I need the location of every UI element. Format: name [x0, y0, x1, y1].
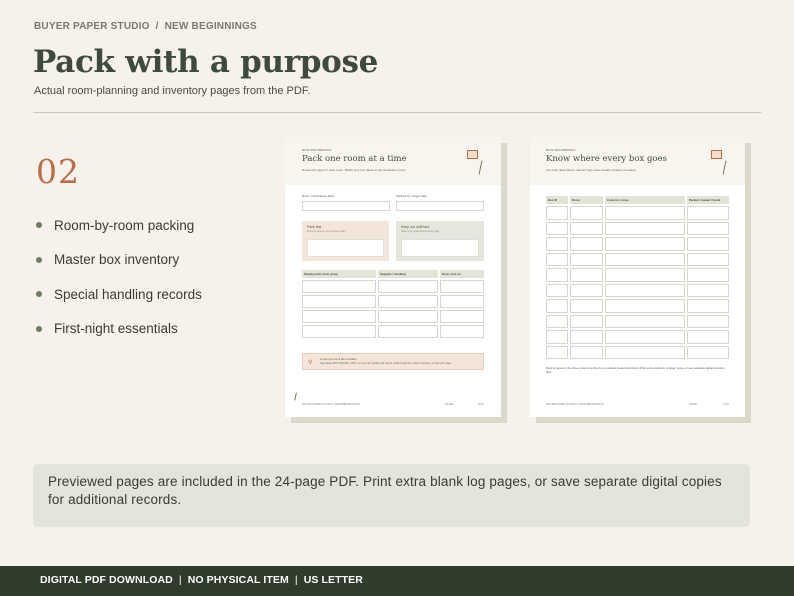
bullet-icon [36, 291, 42, 297]
table-header: Packed / loaded / found [687, 196, 729, 204]
page-subtitle: Actual room-planning and inventory pages from the PDF. [34, 85, 311, 97]
keep-out-card [396, 221, 484, 261]
breadcrumb-section: NEW BEGINNINGS [164, 21, 257, 32]
table-row [546, 206, 729, 220]
footer-item-digital: DIGITAL PDF DOWNLOAD [40, 574, 173, 586]
table-row [546, 315, 729, 329]
preview-title: Know where every box goes [546, 154, 667, 164]
bullet-icon [36, 257, 42, 263]
inventory-note: Mark progress in the three columns at the box is packed, loaded and found. Print extra copies for a larger move, or use separate digital inventory files. [546, 366, 725, 374]
preview-description: Reuse this page for each room. Match your box labels to the destination room. [302, 168, 407, 172]
search-icon: ⚲ [308, 360, 313, 366]
breadcrumb-brand: BUYER PAPER STUDIO [34, 21, 150, 32]
note-title: A room is not a box number. [320, 357, 358, 361]
feature-list [36, 208, 202, 346]
table-row [546, 268, 729, 282]
card-subtitle: Items you need almost every day [401, 230, 440, 233]
header-divider [33, 112, 761, 113]
feature-item [36, 312, 202, 347]
table-row [302, 325, 484, 338]
footer-bar [0, 566, 794, 596]
pack-first-card [302, 221, 389, 261]
feature-item [36, 208, 202, 243]
box-inventory-table [544, 194, 731, 361]
preview-kicker: NEW BEGINNINGS [546, 148, 576, 152]
breadcrumb [34, 21, 257, 32]
bullet-icon [36, 326, 42, 332]
section-number: 02 [36, 152, 80, 191]
packed-by-field [396, 201, 484, 211]
card-title: Pack first [307, 225, 322, 229]
bullet-icon [36, 222, 42, 228]
table-header: Contents / notes [605, 196, 685, 204]
page-number: 6/24 [478, 402, 484, 406]
table-row [546, 222, 729, 236]
box-icon [467, 150, 478, 159]
preview-footer: BUYER PAPER STUDIO | NEW BEGINNINGS [302, 402, 361, 406]
table-row [546, 346, 729, 360]
table-row [546, 299, 729, 313]
table-row [546, 237, 729, 251]
table-header: Box ID [546, 196, 568, 204]
feature-label: Master box inventory [54, 252, 180, 268]
box-icon [711, 150, 722, 159]
table-header: Supplies / handling [378, 270, 438, 278]
feature-label: Special handling records [54, 286, 202, 302]
table-row [546, 330, 729, 344]
footer-item-us-letter: US LETTER [303, 574, 363, 586]
breadcrumb-separator: / [155, 21, 159, 32]
table-header: Done / box no. [440, 270, 484, 278]
footer-separator: | [178, 574, 182, 586]
feature-label: Room-by-room packing [54, 217, 195, 233]
table-row [546, 253, 729, 267]
preview-description: Use brief descriptions. Record high value details privately if needed. [546, 168, 637, 172]
card-subtitle: Items in rooms you use less often [307, 230, 346, 233]
field-label: Room / destination label [302, 194, 335, 198]
packing-task-table [300, 268, 486, 340]
info-box: Previewed pages are included in the 24-page PDF. Print extra blank log pages, or save separate digital copies for additional records. [33, 464, 750, 527]
feature-item [36, 243, 202, 278]
feature-label: First-night essentials [54, 321, 178, 337]
note-description: Use labels WITH ROOM + BOX, so you can quickly find what's packed with the master inventory on the next page. [320, 362, 452, 365]
preview-title: Pack one room at a time [302, 154, 407, 164]
leaf-icon [294, 392, 302, 401]
table-row [302, 310, 484, 323]
preview-page-room-packing [285, 137, 501, 417]
table-header: Packing task / item group [302, 270, 376, 278]
card-field [401, 239, 479, 257]
table-row [546, 284, 729, 298]
preview-footer: BUYER PAPER STUDIO | NEW BEGINNINGS [546, 402, 605, 406]
card-field [307, 239, 384, 257]
page-label: PAGE [689, 402, 698, 406]
room-field [302, 201, 390, 211]
page-title: Pack with a purpose [33, 44, 379, 80]
footer-separator: | [294, 574, 298, 586]
table-row [302, 280, 484, 293]
page-number: 7/24 [723, 402, 729, 406]
preview-page-box-inventory [530, 137, 745, 417]
table-row [302, 295, 484, 308]
tip-note [302, 353, 484, 370]
field-label: Packed by / target date [396, 194, 427, 198]
preview-kicker: NEW BEGINNINGS [302, 148, 332, 152]
card-title: Keep out until last [401, 225, 429, 229]
page-label: PAGE [445, 402, 454, 406]
footer-item-no-physical: NO PHYSICAL ITEM [187, 574, 289, 586]
feature-item [36, 277, 202, 312]
table-header: Room [570, 196, 603, 204]
